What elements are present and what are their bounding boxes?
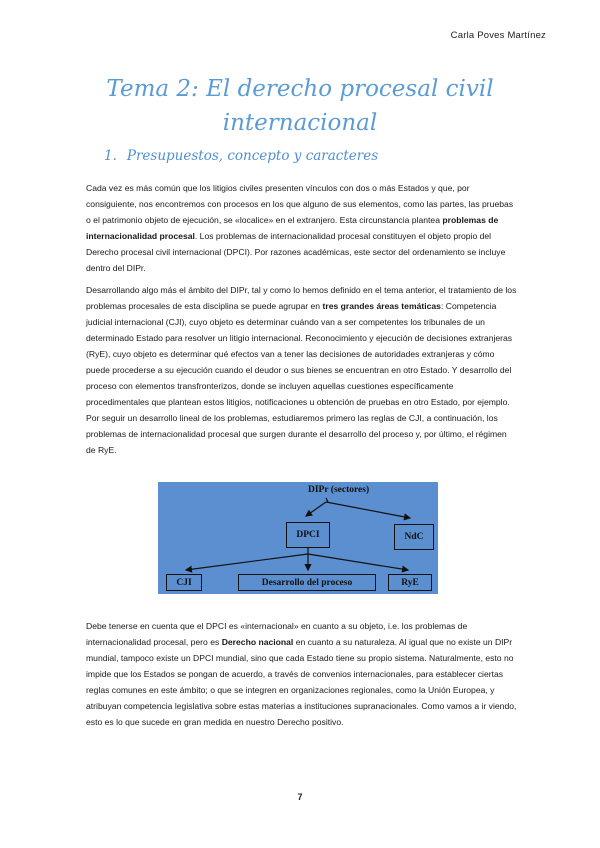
connector-root-left	[306, 502, 326, 516]
connector-root-dpci	[326, 498, 328, 502]
p2-bold-1: tres grandes áreas temáticas	[322, 301, 441, 311]
node-desarrollo: Desarrollo del proceso	[238, 574, 376, 591]
p2-text-2: : Competencia judicial internacional (CJI), cuyo objeto es determinar cuándo van a ser competentes los tribunales de un determinado Estado para resolver un litigio internacional. Reconocimiento y ejecución de decisiones extranjeras (RyE), cuyo objeto es determinar qué efectos van a tener las decisiones de autoridades extranjeras y cómo puede procederse a su ejecución cuando el deudor o sus bienes se encuentran en otro Estado. Y desarrollo del proceso con elementos transfronterizos, donde se incluyen aquellas cuestiones específicamente procedimentales que plantean estos litigios, notificaciones u obtención de pruebas en otro Estado, por ejemplo. Por seguir un desarrollo lineal de los problemas, estudiaremos primero las reglas de CJI, a continuación, los problemas de internacionalidad procesal que surgen durante el desarrollo del proceso y, por último, el régimen de RyE.	[86, 301, 513, 455]
node-ndc: NdC	[394, 524, 434, 550]
page-title	[60, 72, 540, 140]
node-cji: CJI	[166, 574, 202, 591]
p3-text-1: Debe tenerse en cuenta que el DPCI es «internacional» en cuanto a su objeto, i.e. los problemas de internacionalidad procesal, pero es	[86, 621, 468, 647]
title-line-1: Tema 2: El derecho procesal civil	[106, 76, 494, 102]
author-header: Carla Poves Martínez	[450, 30, 546, 41]
section-number: 1.	[104, 148, 117, 164]
page-number: 7	[297, 792, 303, 802]
p1-text-2: . Los problemas de internacionalidad procesal constituyen el objeto propio del Derecho procesal civil internacional (DPCI). Por razones académicas, este sector del ordenamiento se incluye dentro del DIPr.	[86, 231, 506, 273]
connector-dpci-cji	[186, 554, 308, 570]
p1-bold-1: problemas de internacionalidad procesal	[86, 215, 499, 241]
connector-dpci-rye	[308, 554, 408, 570]
p3-text-2: en cuanto a su naturaleza. Al igual que no existe un DIPr mundial, tampoco existe un DPCI mundial, sino que cada Estado tiene su propio sistema. Naturalmente, esto no impide que los Estados se pongan de acuerdo, a través de convenios internacionales, para establecer ciertas reglas comunes en este ámbito; o que se integren en organizaciones regionales, como la Unión Europea, y atribuyan competencia legislativa sobre estas materias a instituciones supranacionales. Como vamos a ir viendo, esto es lo que sucede en gran medida en nuestro Derecho positivo.	[86, 637, 517, 727]
connector-root-right	[326, 502, 410, 518]
node-rye: RyE	[388, 574, 432, 591]
paragraph-1	[86, 180, 518, 276]
section-heading	[104, 148, 378, 164]
node-dpci: DPCI	[286, 522, 330, 548]
dipr-sectors-diagram	[158, 482, 438, 594]
p3-bold-1: Derecho nacional	[221, 637, 294, 647]
section-title: Presupuestos, concepto y caracteres	[126, 148, 379, 164]
diagram-root-label: DIPr (sectores)	[308, 485, 370, 495]
paragraph-3	[86, 618, 518, 730]
p1-text-1: Cada vez es más común que los litigios civiles presenten vínculos con dos o más Estados y que, por consiguiente, nos encontremos con procesos en los que alguno de sus elementos, como las partes, las pruebas o el patrimonio objeto de ejecución, se «localice» en el extranjero. Esta circunstancia plantea	[86, 183, 514, 225]
paragraph-2	[86, 282, 518, 458]
p2-text-1: Desarrollando algo más el ámbito del DIPr, tal y como lo hemos definido en el tema anterior, el tratamiento de los problemas procesales de esta disciplina se puede agrupar en	[86, 285, 517, 311]
title-line-2: internacional	[222, 110, 378, 136]
